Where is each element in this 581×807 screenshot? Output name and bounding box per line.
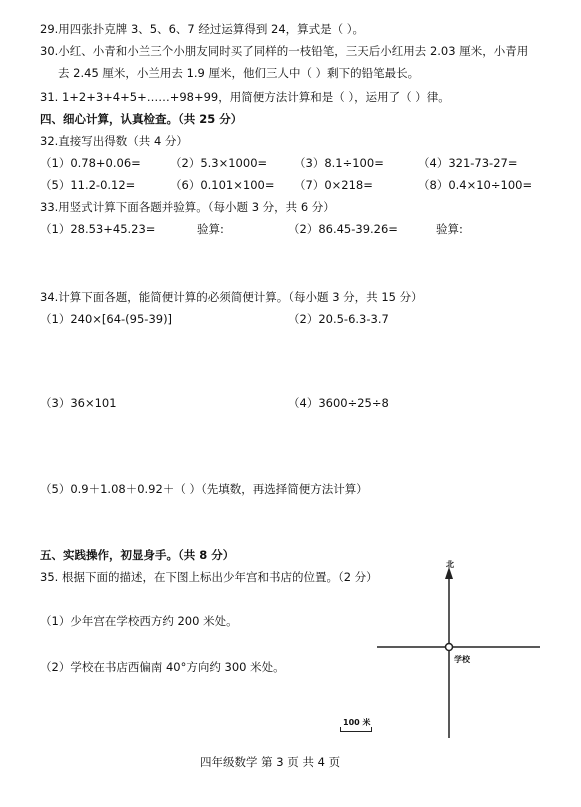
q35-item-2: （2）学校在书店西偏南 40°方向约 300 米处。 [40,660,285,674]
question-35-title: 35. 根据下面的描述，在下图上标出少年宫和书店的位置。（2 分） [40,570,378,584]
question-30-line1: 30.小红、小青和小兰三个小朋友同时买了同样的一枝铅笔，三天后小红用去 2.03 厘米，小青用 [40,44,529,58]
q33-item-1: （1）28.53+45.23= [40,222,156,236]
q33-check-2: 验算: [436,222,463,236]
scale-bar [340,727,372,732]
q33-item-2: （2）86.45-39.26= [288,222,398,236]
section-5-heading: 五、实践操作，初显身手。（共 8 分） [40,548,235,562]
school-label: 学校 [454,655,470,664]
q32-item-1: （1）0.78+0.06= [40,156,141,170]
section-4-heading: 四、细心计算，认真检查。（共 25 分） [40,112,243,126]
q32-item-6: （6）0.101×100= [170,178,275,192]
q34-item-4: （4）3600÷25÷8 [288,396,389,410]
q32-item-5: （5）11.2-0.12= [40,178,136,192]
question-31: 31. 1+2+3+4+5+……+98+99，用简便方法计算和是（ ），运用了（ ）律。 [40,90,450,104]
q32-item-3: （3）8.1÷100= [294,156,384,170]
page-footer: 四年级数学 第 3 页 共 4 页 [200,755,341,769]
q35-item-1: （1）少年宫在学校西方约 200 米处。 [40,614,238,628]
q34-item-3: （3）36×101 [40,396,117,410]
q34-item-1: （1）240×[64-(95-39)] [40,312,173,326]
question-32-title: 32.直接写出得数（共 4 分） [40,134,188,148]
q32-item-2: （2）5.3×1000= [170,156,268,170]
north-label: 北 [446,560,454,569]
question-30-line2: 去 2.45 厘米，小兰用去 1.9 厘米，他们三人中（ ）剩下的铅笔最长。 [58,66,420,80]
question-34-title: 34.计算下面各题，能简便计算的必须简便计算。（每小题 3 分，共 15 分） [40,290,423,304]
q32-item-4: （4）321-73-27= [418,156,518,170]
q32-item-7: （7）0×218= [294,178,373,192]
q34-item-2: （2）20.5-6.3-3.7 [288,312,389,326]
q32-item-8: （8）0.4×10÷100= [418,178,533,192]
scale-label: 100 米 [343,718,371,727]
question-33-title: 33.用竖式计算下面各题并验算。（每小题 3 分，共 6 分） [40,200,335,214]
q34-item-5: （5）0.9＋1.08＋0.92＋（ ）（先填数，再选择简便方法计算） [40,482,368,496]
school-point [446,644,453,651]
q33-check-1: 验算: [197,222,224,236]
question-29: 29.用四张扑克牌 3、5、6、7 经过运算得到 24，算式是（ ）。 [40,22,365,36]
